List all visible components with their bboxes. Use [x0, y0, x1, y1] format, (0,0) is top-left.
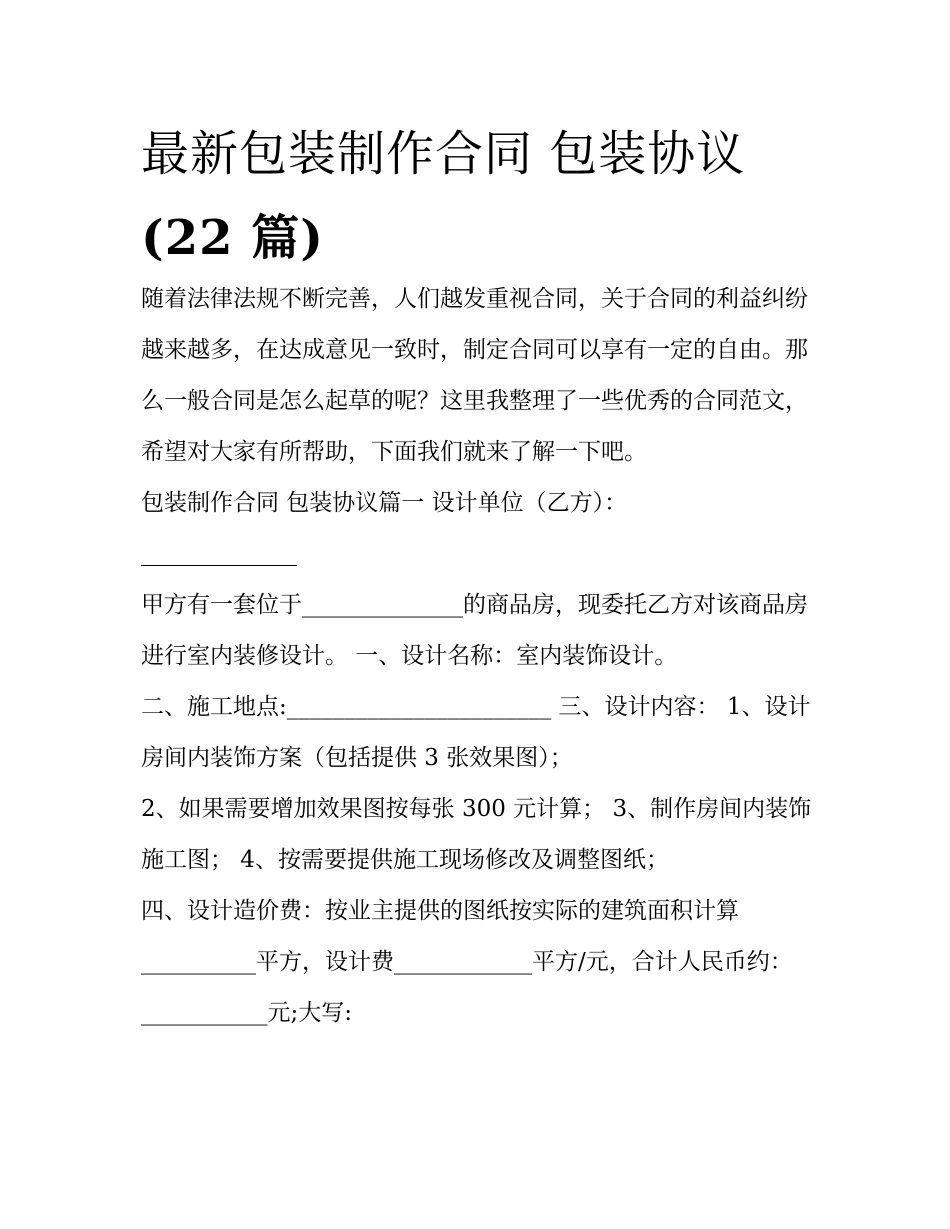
title-main: 最新包装制作合同 包装协议: [141, 126, 746, 182]
contract-paragraph-1: 甲方有一套位于______________的商品房，现委托乙方对该商品房进行室内装修设计。 一、设计名称：室内装饰设计。: [141, 592, 808, 669]
intro-paragraph: 随着法律法规不断完善，人们越发重视合同，关于合同的利益纠纷越来越多，在达成意见一致时，制定合同可以享有一定的自由。那么一般合同是怎么起草的呢？这里我整理了一些优秀的合同范文，希望对大家有所帮助，下面我们就来了解一下吧。: [141, 286, 808, 465]
contract-paragraph-3: 2、如果需要增加效果图按每张 300 元计算； 3、制作房间内装饰施工图； 4、按需要提供施工现场修改及调整图纸；: [141, 796, 812, 873]
document-body: [141, 274, 816, 1039]
contract-paragraph-2: 二、施工地点:_______________________ 三、设计内容： 1、设计房间内装饰方案（包括提供 3 张效果图）；: [141, 694, 811, 771]
signature-blank-line: [141, 529, 297, 580]
title-count: (22 篇): [141, 210, 324, 266]
section-heading: 包装制作合同 包装协议篇一 设计单位（乙方）：: [141, 490, 628, 516]
contract-paragraph-4: 四、设计造价费：按业主提供的图纸按实际的建筑面积计算__________平方，设计费____________平方/元，合计人民币约：___________元;大写:: [141, 898, 793, 1026]
document-title: [141, 112, 831, 280]
